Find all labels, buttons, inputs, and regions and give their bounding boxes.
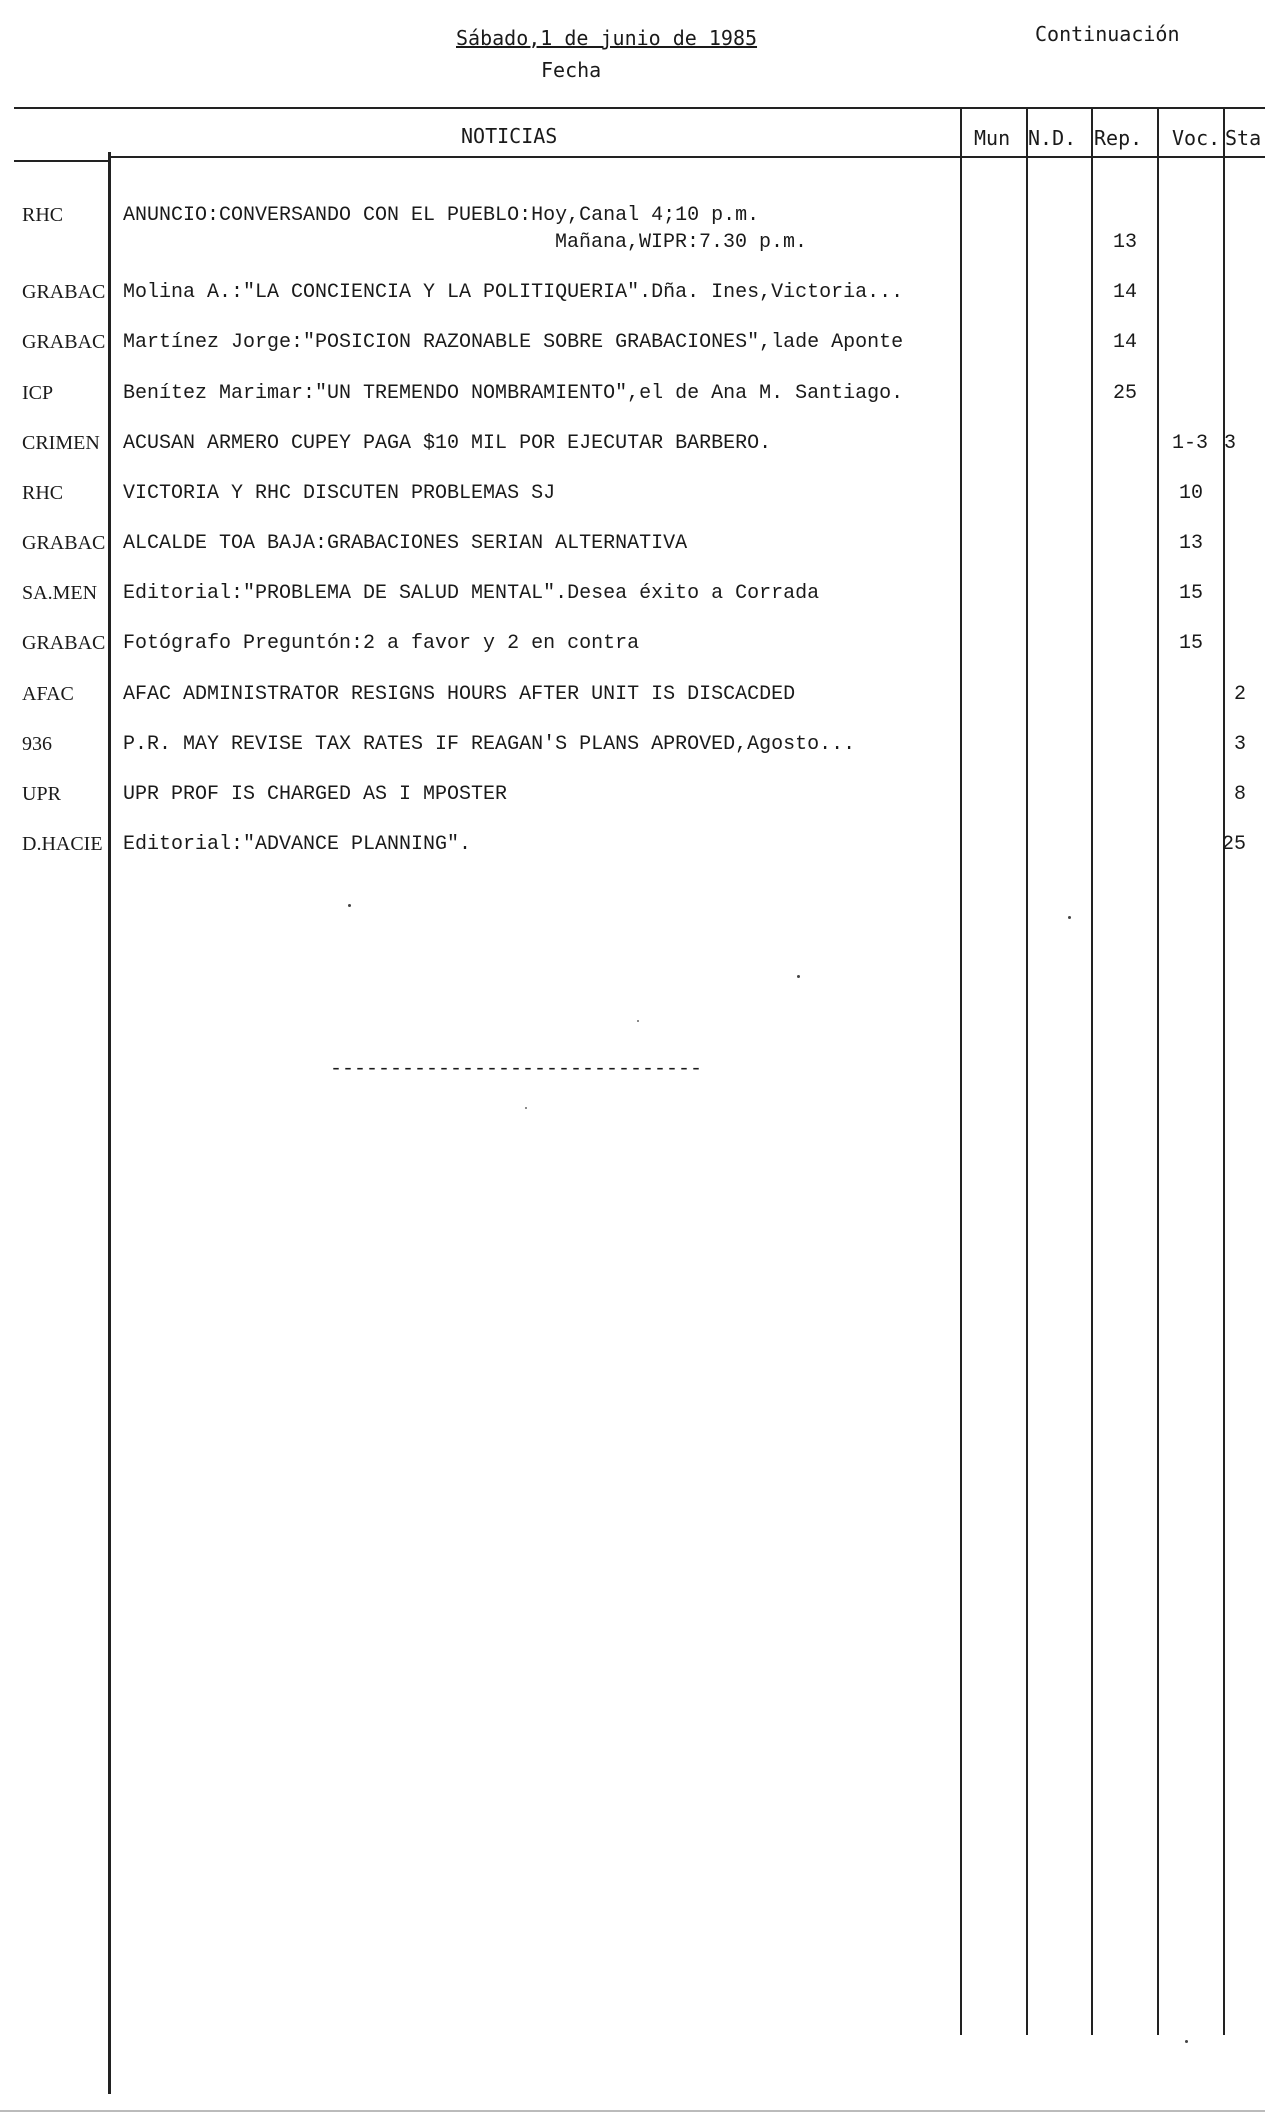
row-sta: 25 — [1222, 833, 1247, 856]
mun-column-divider — [960, 107, 962, 2035]
sta-column-divider — [1223, 107, 1225, 2035]
row-code: GRABAC — [22, 281, 106, 303]
row-code: RHC — [22, 482, 64, 504]
scan-speck — [348, 904, 351, 907]
row-code: AFAC — [22, 683, 74, 705]
page-bottom-edge — [0, 2110, 1265, 2112]
row-text: Fotógrafo Preguntón:2 a favor y 2 en contra — [123, 632, 640, 655]
nd-column-divider — [1026, 107, 1028, 2035]
row-text: Molina A.:"LA CONCIENCIA Y LA POLITIQUERIA".Dña. Ines,Victoria... — [123, 281, 904, 304]
scan-speck — [1068, 916, 1071, 919]
row-voc: 10 — [1178, 482, 1203, 505]
row-code: CRIMEN — [22, 432, 100, 454]
row-code: SA.MEN — [22, 582, 98, 604]
row-text: Editorial:"ADVANCE PLANNING". — [123, 833, 472, 856]
row-rep: 13 — [1112, 231, 1137, 254]
top-rule — [14, 107, 1265, 109]
row-text: Editorial:"PROBLEMA DE SALUD MENTAL".Desea éxito a Corrada — [123, 582, 820, 605]
row-code: D.HACIE — [22, 833, 103, 855]
row-rep: 14 — [1112, 281, 1137, 304]
end-of-list-rule: ------------------------------- — [330, 1058, 703, 1081]
column-header-mun: Mun — [974, 126, 1011, 150]
row-voc: 15 — [1178, 632, 1203, 655]
code-column-rule — [14, 160, 110, 162]
row-rep: 14 — [1112, 331, 1137, 354]
row-voc: 13 — [1178, 532, 1203, 555]
row-sta: 2 — [1234, 683, 1247, 706]
row-code: 936 — [22, 733, 52, 755]
scan-speck — [525, 1107, 527, 1109]
scan-speck — [1185, 2040, 1188, 2043]
row-text: Benítez Marimar:"UN TREMENDO NOMBRAMIENTO",el de Ana M. Santiago. — [123, 382, 904, 405]
row-code: ICP — [22, 382, 54, 404]
column-header-sta: Sta — [1225, 126, 1262, 150]
row-text: P.R. MAY REVISE TAX RATES IF REAGAN'S PLANS APROVED,Agosto... — [123, 733, 856, 756]
code-column-divider — [108, 152, 111, 2094]
date-text: Sábado,1 de junio de 1985 — [456, 26, 758, 50]
column-header-noticias: NOTICIAS — [461, 124, 558, 148]
row-text: ANUNCIO:CONVERSANDO CON EL PUEBLO:Hoy,Canal 4;10 p.m. — [123, 204, 760, 227]
row-voc: 15 — [1178, 582, 1203, 605]
row-code: RHC — [22, 204, 64, 226]
row-sta: 3 — [1224, 432, 1237, 455]
row-text: UPR PROF IS CHARGED AS I MPOSTER — [123, 783, 508, 806]
voc-column-divider — [1157, 107, 1159, 2035]
row-sta: 3 — [1234, 733, 1247, 756]
row-text: ACUSAN ARMERO CUPEY PAGA $10 MIL POR EJECUTAR BARBERO. — [123, 432, 772, 455]
row-code: GRABAC — [22, 331, 106, 353]
row-text: VICTORIA Y RHC DISCUTEN PROBLEMAS SJ — [123, 482, 556, 505]
row-rep: 25 — [1112, 382, 1137, 405]
row-code: UPR — [22, 783, 61, 805]
row-text-continued: Mañana,WIPR:7.30 p.m. — [555, 231, 808, 254]
row-text: ALCALDE TOA BAJA:GRABACIONES SERIAN ALTERNATIVA — [123, 532, 688, 555]
date-label: Fecha — [541, 58, 602, 82]
column-header-rep: Rep. — [1094, 126, 1143, 150]
row-code: GRABAC — [22, 532, 106, 554]
row-text: Martínez Jorge:"POSICION RAZONABLE SOBRE GRABACIONES",lade Aponte — [123, 331, 904, 354]
row-voc: 1-3 — [1172, 432, 1209, 455]
row-text: AFAC ADMINISTRATOR RESIGNS HOURS AFTER UNIT IS DISCACDED — [123, 683, 796, 706]
row-sta: 8 — [1234, 783, 1247, 806]
row-code: GRABAC — [22, 632, 106, 654]
scan-speck — [637, 1020, 639, 1022]
column-header-nd: N.D. — [1028, 126, 1077, 150]
scan-speck — [797, 975, 800, 978]
column-header-voc: Voc. — [1172, 126, 1221, 150]
continuation-label: Continuación — [1035, 22, 1180, 46]
